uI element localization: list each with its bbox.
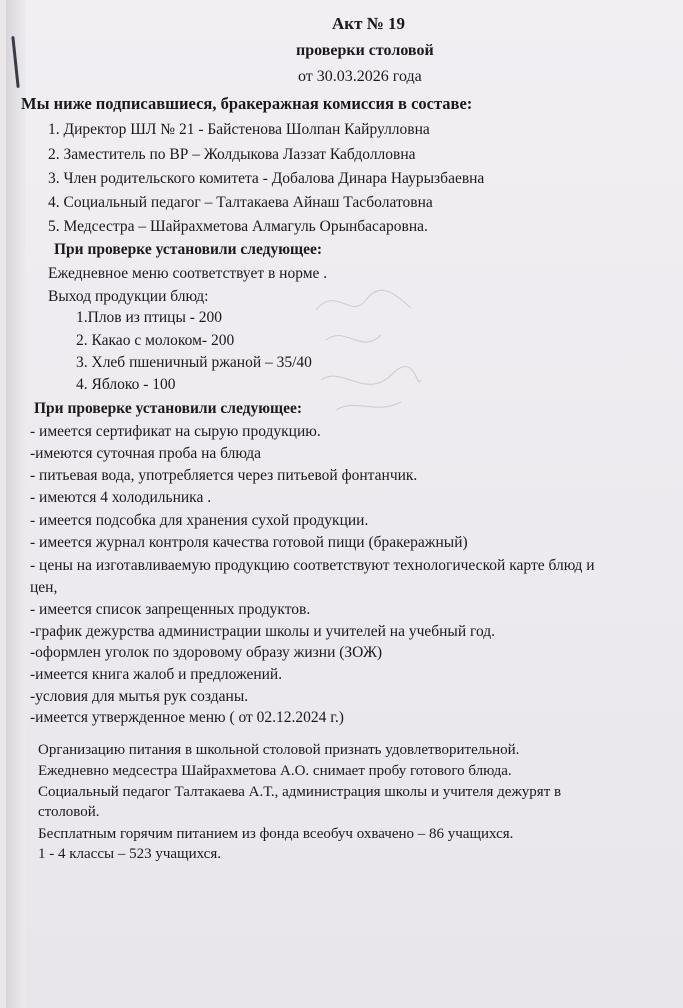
finding-item: -имеются суточная проба на блюда (30, 445, 261, 462)
menu-note: Ежедневное меню соответствует в норме . (48, 265, 328, 282)
conclusion-line: столовой. (38, 804, 100, 820)
finding-item: - имеется список запрещенных продуктов. (30, 601, 311, 618)
finding-item: - имеется подсобка для хранения сухой продукции. (30, 512, 369, 529)
document-page (6, 0, 683, 1008)
member-4: 4. Социальный педагог – Талтакаева Айнаш Тасболатовна (48, 194, 433, 211)
finding-item: -оформлен уголок по здоровому образу жизни (ЗОЖ) (30, 644, 383, 661)
page-fold-shadow (6, 0, 26, 1008)
commission-intro: Мы ниже подписавшиеся, бракеражная комиссия в составе: (21, 94, 473, 113)
member-1: 1. Директор ШЛ № 21 - Байстенова Шолпан Кайрулловна (48, 121, 430, 138)
member-5: 5. Медсестра – Шайрахметова Алмагуль Орынбасаровна. (48, 218, 428, 235)
finding-item: -график дежурства администрации школы и учителей на учебный год. (30, 623, 496, 640)
conclusion-line: 1 - 4 классы – 523 учащихся. (38, 846, 221, 862)
findings-heading-2: При проверке установили следующее: (34, 400, 303, 417)
findings-heading-1: При проверке установили следующее: (54, 241, 323, 258)
finding-item: -имеется книга жалоб и предложений. (30, 666, 283, 683)
member-2: 2. Заместитель по ВР – Жолдыкова Лаззат Кабдолловна (48, 146, 416, 163)
dish-4: 4. Яблоко - 100 (76, 376, 176, 393)
finding-item: -условия для мытья рук созданы. (30, 688, 249, 705)
output-label: Выход продукции блюд: (48, 288, 209, 305)
finding-item: - имеется журнал контроля качества готовой пищи (бракеражный) (30, 534, 468, 551)
finding-item: - имеются 4 холодильника . (30, 489, 212, 506)
finding-item: - цены на изготавливаемую продукцию соответствуют технологической карте блюд и (30, 557, 595, 574)
act-number: Акт № 19 (332, 14, 406, 33)
conclusion-line: Ежедневно медсестра Шайрахметова А.О. снимает пробу готового блюда. (38, 763, 512, 779)
conclusion-line: Бесплатным горячим питанием из фонда всеобуч охвачено – 86 учащихся. (38, 826, 514, 842)
dish-3: 3. Хлеб пшеничный ржаной – 35/40 (76, 354, 312, 371)
finding-item: - имеется сертификат на сырую продукцию. (30, 423, 321, 440)
finding-item: цен, (30, 579, 58, 596)
finding-item: - питьевая вода, употребляется через питьевой фонтанчик. (30, 467, 418, 484)
member-3: 3. Член родительского комитета - Добалова Динара Наурызбаевна (48, 170, 485, 187)
act-date: от 30.03.2026 года (298, 68, 422, 85)
conclusion-line: Социальный педагог Талтакаева А.Т., администрация школы и учителя дежурят в (38, 784, 562, 800)
show-through-signatures (306, 280, 426, 420)
conclusion-line: Организацию питания в школьной столовой признать удовлетворительной. (38, 742, 520, 758)
dish-2: 2. Какао с молоком- 200 (76, 332, 235, 349)
dish-1: 1.Плов из птицы - 200 (76, 309, 223, 326)
act-subject: проверки столовой (296, 42, 434, 59)
finding-item: -имеется утвержденное меню ( от 02.12.2024 г.) (30, 709, 344, 726)
